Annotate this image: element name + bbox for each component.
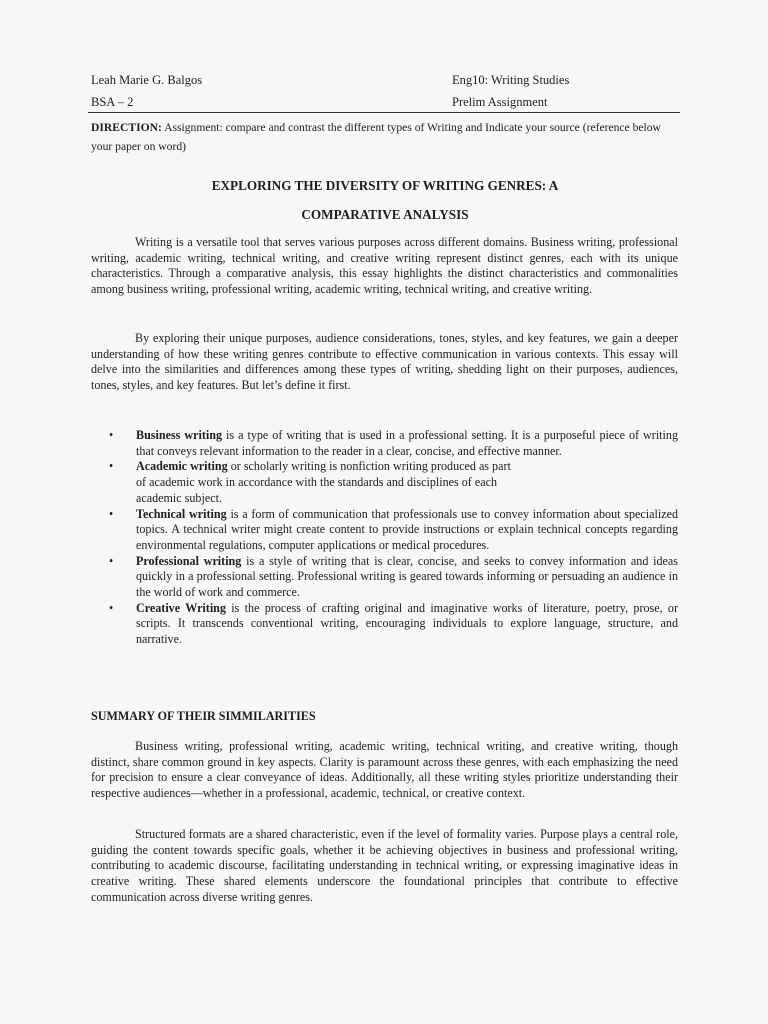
direction-block [91,118,681,156]
list-item-professional-writing [109,554,678,601]
genre-term: Technical writing [136,506,227,521]
essay-title [120,171,650,229]
essay-title-line-2: COMPARATIVE ANALYSIS [301,207,469,222]
bullet-icon: • [109,600,114,615]
direction-label: DIRECTION: [91,121,162,134]
genre-definition: or scholarly writing is nonfiction writing produced as part of academic work in accordance with the standards and disciplines of each academic subject. [136,459,511,505]
intro-paragraph-2: By exploring their unique purposes, audience considerations, tones, styles, and key features, we gain a deeper understanding of how these writing genres contribute to effective communication in various contexts. This essay will delve into the similarities and differences among these types of writing, shedding light on their purposes, audiences, tones, styles, and key features. But let’s define it first. [91,331,678,393]
genre-term: Creative Writing [136,600,226,615]
direction-text: Assignment: compare and contrast the different types of Writing and Indicate your source (reference below your paper on word) [91,121,661,153]
genre-definition: is a style of writing that is clear, concise, and seeks to convey information and ideas quickly in a professional setting. Professional writing is geared towards informing or persuading an audience in the world of work and commerce. [136,553,679,600]
header-divider [88,112,680,113]
bullet-icon: • [109,459,114,474]
course-name: Eng10: Writing Studies [452,73,570,87]
genre-definition: is a type of writing that is used in a professional setting. It is a purposeful piece of writing that conveys relevant information to the reader in a clear, concise, and effective manner. [136,428,678,458]
genre-term: Professional writing [136,553,242,568]
bullet-icon: • [109,428,114,442]
genre-definition: is the process of crafting original and imaginative works of literature, poetry, prose, or scripts. It transcends conventional writing, encouraging individuals to explore language, structure, and narrative. [136,600,679,647]
genre-term: Academic writing [136,459,228,474]
author-name: Leah Marie G. Balgos [91,73,203,87]
bullet-icon: • [109,506,114,521]
intro-paragraph-1: Writing is a versatile tool that serves various purposes across different domains. Business writing, professional writing, academic writing, technical writing, and creative writing represent distinct genres, each with its unique characteristics. Through a comparative analysis, this essay highlights the distinct characteristics and commonalities among business writing, professional writing, academic writing, technical writing, and creative writing. [91,235,678,297]
list-item-academic-writing [109,459,678,506]
section-label: BSA – 2 [91,95,134,109]
similarities-paragraph-1: Business writing, professional writing, academic writing, technical writing, and creative writing, though distinct, share common ground in key aspects. Clarity is paramount across these genres, with each emphasizing the need for precision to ensure a clear conveyance of ideas. Additionally, all these writing styles prioritize understanding their respective audiences—whether in a professional, academic, technical, or creative context. [91,739,678,801]
essay-title-line-1: EXPLORING THE DIVERSITY OF WRITING GENRES: A [211,178,559,193]
similarities-heading: SUMMARY OF THEIR SIMMILARITIES [91,709,316,723]
list-item-business-writing [109,428,678,459]
genre-definition: is a form of communication that professionals use to convey information about specialized topics. A technical writer might create content to provide instructions or explain technical concepts regarding environmental regulations, computer applications or medical procedures. [136,506,678,552]
assignment-label: Prelim Assignment [452,95,548,109]
genre-term: Business writing [136,428,222,442]
genre-definitions-list [109,428,678,648]
bullet-icon: • [109,553,114,568]
list-item-technical-writing [109,507,678,554]
list-item-creative-writing [109,601,678,648]
similarities-paragraph-2: Structured formats are a shared characteristic, even if the level of formality varies. Purpose plays a central role, guiding the content towards specific goals, whether it be achieving objectives in business and professional writing, contributing to academic discourse, facilitating understanding in technical writing, or expressing imaginative ideas in creative writing. These shared elements underscore the foundational principles that contribute to effective communication across diverse writing genres. [91,827,678,904]
